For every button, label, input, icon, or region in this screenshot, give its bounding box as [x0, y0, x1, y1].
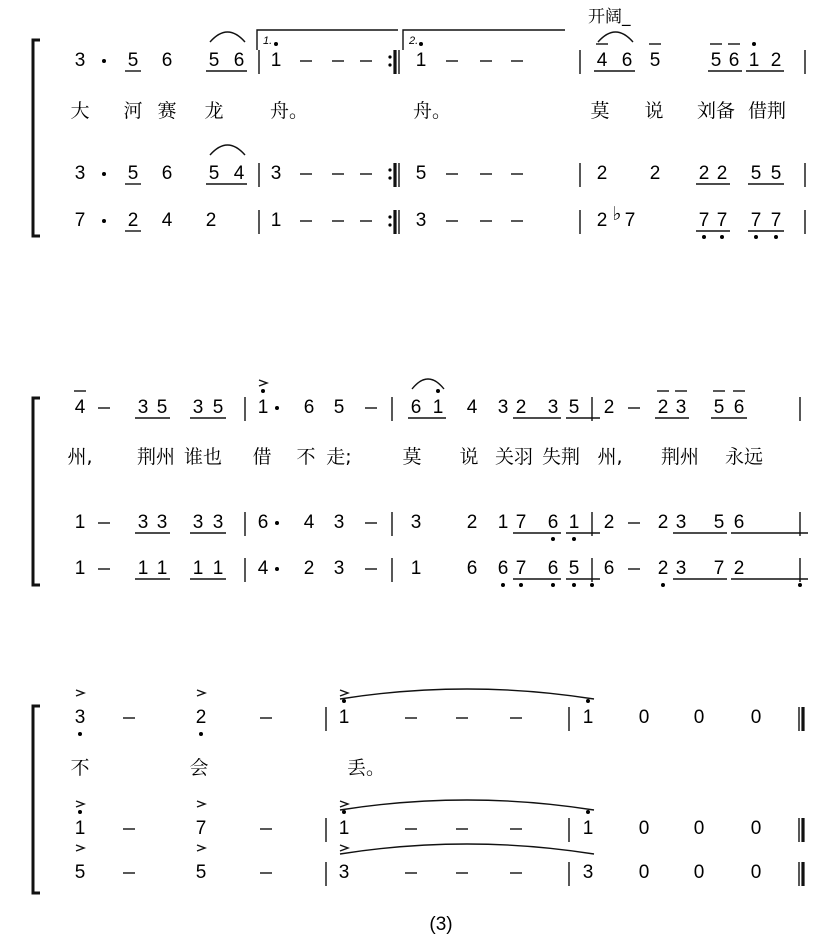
note-1-high: 1	[257, 397, 269, 418]
volta-label-1: 1.	[263, 35, 273, 47]
volta-label-2: 2.	[409, 35, 419, 47]
note-3: 3	[497, 397, 509, 418]
aug-dot	[275, 406, 279, 410]
octave-dot-above	[752, 42, 756, 46]
note-4: 4	[257, 558, 269, 579]
note-4: 4	[596, 50, 608, 71]
note-4: 4	[233, 163, 245, 184]
octave-dot-below	[590, 583, 594, 587]
lyric-syllable: 大	[70, 100, 90, 122]
note-2: 2	[657, 512, 669, 533]
note-2: 2	[649, 163, 661, 184]
note-5: 5	[568, 558, 580, 579]
accent-mark	[197, 690, 205, 696]
octave-dot-below	[798, 583, 802, 587]
note-6: 6	[161, 163, 173, 184]
note-2: 2	[770, 50, 782, 71]
note-3: 3	[74, 50, 86, 71]
octave-dot-above	[78, 810, 82, 814]
lyric-syllable: 丢。	[346, 757, 386, 779]
octave-dot-below	[661, 583, 665, 587]
rest-zero: 0	[693, 707, 705, 728]
note-5: 5	[415, 163, 427, 184]
lyric-syllable: 刘备	[696, 100, 736, 122]
octave-dot-below	[501, 583, 505, 587]
volta-bracket-2	[403, 30, 565, 50]
note-7: 7	[716, 210, 728, 231]
note-2: 2	[195, 707, 207, 728]
note-2: 2	[716, 163, 728, 184]
lyric-syllable: 说	[459, 446, 479, 468]
note-1: 1	[137, 558, 149, 579]
note-1-high: 1	[415, 50, 427, 71]
repeat-dot	[388, 63, 391, 66]
note-6: 6	[257, 512, 269, 533]
note-5: 5	[127, 50, 139, 71]
octave-dot-below	[702, 235, 706, 239]
note-3: 3	[547, 397, 559, 418]
note-2: 2	[657, 558, 669, 579]
note-5: 5	[710, 50, 722, 71]
lyric-syllable: 莫	[590, 100, 610, 122]
volta-bracket-1	[257, 30, 398, 50]
rest-zero: 0	[750, 707, 762, 728]
lyric-syllable: 荆州	[136, 446, 176, 468]
accent-mark	[340, 801, 348, 807]
octave-dot-above	[586, 699, 590, 703]
note-2: 2	[127, 210, 139, 231]
note-7: 7	[515, 558, 527, 579]
note-4: 4	[161, 210, 173, 231]
slur	[210, 32, 245, 42]
note-3: 3	[137, 397, 149, 418]
system-bracket	[33, 706, 40, 893]
lyric-syllable: 州,	[597, 446, 623, 468]
note-3: 3	[582, 862, 594, 883]
lyric-syllable: 谁也	[183, 446, 223, 468]
note-3: 3	[192, 397, 204, 418]
note-1-high: 1	[74, 818, 86, 839]
note-1: 1	[410, 558, 422, 579]
note-2: 2	[205, 210, 217, 231]
lyric-syllable: 莫	[402, 446, 422, 468]
slur	[340, 689, 594, 699]
note-2: 2	[515, 397, 527, 418]
octave-dot-below	[774, 235, 778, 239]
note-2: 2	[698, 163, 710, 184]
note-4: 4	[303, 512, 315, 533]
note-1-high: 1	[270, 50, 282, 71]
rest-zero: 0	[693, 862, 705, 883]
note-2: 2	[596, 210, 608, 231]
accent-mark	[340, 845, 348, 851]
note-5: 5	[212, 397, 224, 418]
octave-dot-below	[519, 583, 523, 587]
note-5: 5	[770, 163, 782, 184]
slur	[412, 379, 444, 389]
accent-mark	[76, 845, 84, 851]
note-7: 7	[195, 818, 207, 839]
accent-mark	[197, 845, 205, 851]
octave-dot-above	[586, 810, 590, 814]
note-5: 5	[208, 50, 220, 71]
repeat-dot	[388, 215, 391, 218]
lyric-syllable: 荆州	[660, 446, 700, 468]
octave-dot-below	[720, 235, 724, 239]
accent-mark	[259, 380, 267, 386]
octave-dot-below	[78, 732, 82, 736]
repeat-dot	[388, 55, 391, 58]
note-6: 6	[728, 50, 740, 71]
octave-dot-below	[572, 583, 576, 587]
note-5: 5	[195, 862, 207, 883]
note-1: 1	[270, 210, 282, 231]
note-6: 6	[161, 50, 173, 71]
note-1: 1	[192, 558, 204, 579]
note-6: 6	[621, 50, 633, 71]
note-1-high: 1	[582, 818, 594, 839]
note-1-high: 1	[338, 818, 350, 839]
flat-sign: ♭	[612, 204, 622, 225]
rest-zero: 0	[750, 818, 762, 839]
note-5: 5	[333, 397, 345, 418]
rest-zero: 0	[638, 862, 650, 883]
lyric-syllable: 不	[296, 446, 316, 468]
note-6: 6	[466, 558, 478, 579]
note-6: 6	[303, 397, 315, 418]
octave-dot-below	[572, 537, 576, 541]
note-1: 1	[212, 558, 224, 579]
lyric-syllable: 舟。	[412, 100, 452, 122]
octave-dot-above	[342, 810, 346, 814]
note-6: 6	[410, 397, 422, 418]
note-2: 2	[596, 163, 608, 184]
accent-mark	[340, 690, 348, 696]
lyric-syllable: 会	[189, 757, 209, 779]
note-6: 6	[547, 512, 559, 533]
note-7: 7	[713, 558, 725, 579]
expression-marking: 开阔_	[588, 7, 631, 27]
note-5: 5	[649, 50, 661, 71]
note-5: 5	[568, 397, 580, 418]
note-2: 2	[603, 397, 615, 418]
note-3: 3	[333, 558, 345, 579]
note-3: 3	[675, 512, 687, 533]
note-7: 7	[515, 512, 527, 533]
octave-dot-above	[274, 42, 278, 46]
lyric-syllable: 失荆	[541, 446, 581, 468]
note-5: 5	[750, 163, 762, 184]
lyric-syllable: 赛	[157, 100, 177, 122]
repeat-dot	[388, 223, 391, 226]
note-5: 5	[127, 163, 139, 184]
note-3: 3	[192, 512, 204, 533]
note-5: 5	[74, 862, 86, 883]
rest-zero: 0	[638, 818, 650, 839]
lyric-syllable: 州,	[67, 446, 93, 468]
repeat-dot	[388, 168, 391, 171]
note-3: 3	[74, 163, 86, 184]
note-3: 3	[212, 512, 224, 533]
note-5: 5	[713, 512, 725, 533]
page-number: (3)	[429, 914, 453, 935]
aug-dot	[102, 219, 106, 223]
note-6: 6	[733, 397, 745, 418]
octave-dot-below	[754, 235, 758, 239]
note-7: 7	[770, 210, 782, 231]
accent-mark	[76, 690, 84, 696]
accent-mark	[197, 801, 205, 807]
note-7: 7	[698, 210, 710, 231]
note-1: 1	[156, 558, 168, 579]
note-1-high: 1	[338, 707, 350, 728]
octave-dot-above	[436, 389, 440, 393]
system-bracket	[33, 398, 40, 585]
note-3: 3	[675, 558, 687, 579]
rest-zero: 0	[693, 818, 705, 839]
note-3: 3	[270, 163, 282, 184]
system-bracket	[33, 40, 40, 236]
lyric-syllable: 不	[70, 757, 90, 779]
note-1: 1	[74, 512, 86, 533]
octave-dot-below	[551, 537, 555, 541]
note-7: 7	[624, 210, 636, 231]
slur	[210, 145, 245, 155]
lyric-syllable: 借荆	[747, 100, 787, 122]
note-2: 2	[466, 512, 478, 533]
octave-dot-below	[199, 732, 203, 736]
note-3: 3	[137, 512, 149, 533]
aug-dot	[275, 567, 279, 571]
note-2: 2	[603, 512, 615, 533]
note-3: 3	[675, 397, 687, 418]
note-3: 3	[338, 862, 350, 883]
octave-dot-above	[419, 42, 423, 46]
rest-zero: 0	[750, 862, 762, 883]
slur	[598, 32, 633, 42]
accent-mark	[76, 801, 84, 807]
note-2: 2	[303, 558, 315, 579]
note-1: 1	[74, 558, 86, 579]
slur	[340, 800, 594, 810]
note-1: 1	[497, 512, 509, 533]
note-6: 6	[603, 558, 615, 579]
note-5: 5	[713, 397, 725, 418]
lyric-syllable: 河	[123, 100, 143, 122]
note-3: 3	[74, 707, 86, 728]
note-6: 6	[733, 512, 745, 533]
octave-dot-above	[261, 389, 265, 393]
note-4: 4	[74, 397, 86, 418]
lyric-syllable: 舟。	[269, 100, 309, 122]
note-2: 2	[657, 397, 669, 418]
note-6: 6	[547, 558, 559, 579]
lyric-syllable: 关羽	[494, 446, 534, 468]
note-3: 3	[156, 512, 168, 533]
octave-dot-above	[342, 699, 346, 703]
repeat-dot	[388, 176, 391, 179]
note-5: 5	[156, 397, 168, 418]
note-1: 1	[568, 512, 580, 533]
note-5: 5	[208, 163, 220, 184]
aug-dot	[102, 172, 106, 176]
note-3: 3	[410, 512, 422, 533]
note-1-high: 1	[432, 397, 444, 418]
note-6: 6	[497, 558, 509, 579]
slur	[340, 844, 594, 854]
note-7: 7	[750, 210, 762, 231]
lyric-syllable: 说	[644, 100, 664, 122]
note-7: 7	[74, 210, 86, 231]
octave-dot-below	[551, 583, 555, 587]
lyric-syllable: 走;	[326, 446, 352, 468]
lyric-syllable: 龙	[204, 100, 224, 122]
lyric-syllable: 永远	[724, 446, 764, 468]
note-1-high: 1	[748, 50, 760, 71]
note-3: 3	[415, 210, 427, 231]
aug-dot	[275, 521, 279, 525]
lyric-syllable: 借	[252, 446, 272, 468]
note-6: 6	[233, 50, 245, 71]
rest-zero: 0	[638, 707, 650, 728]
note-3: 3	[333, 512, 345, 533]
aug-dot	[102, 59, 106, 63]
note-4: 4	[466, 397, 478, 418]
note-2: 2	[733, 558, 745, 579]
note-1-high: 1	[582, 707, 594, 728]
